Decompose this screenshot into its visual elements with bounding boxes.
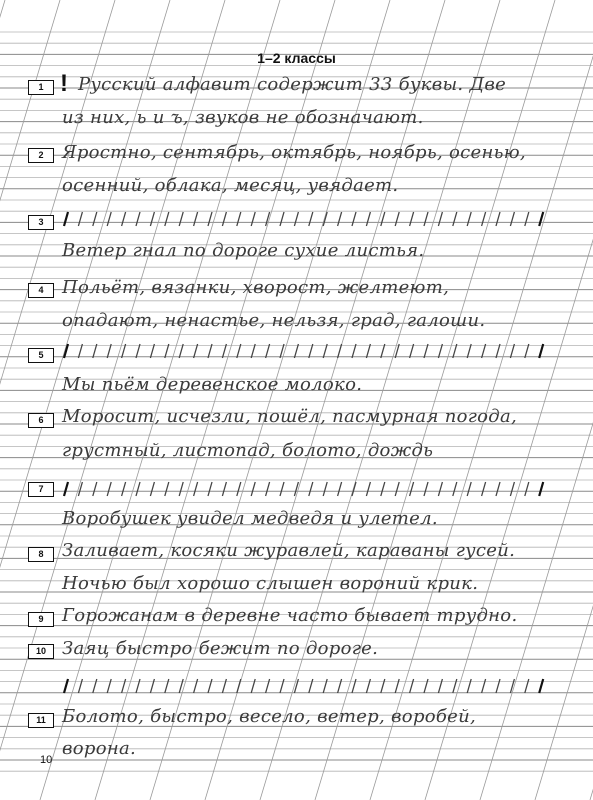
task-number: 5 [28, 348, 54, 363]
task-number: 8 [28, 547, 54, 562]
handwriting-line: Заливает, косяки журавлей, караваны гусей. [62, 540, 516, 561]
task-number: 10 [28, 644, 54, 659]
handwriting-line: Русский алфавит содержит 33 буквы. Две [78, 74, 507, 95]
task-number: 2 [28, 148, 54, 163]
task-number: 6 [28, 413, 54, 428]
handwriting-line: Ночью был хорошо слышен вороний крик. [62, 573, 479, 594]
stress-marks-row [60, 208, 550, 230]
handwriting-line: Польёт, вязанки, хворост, желтеют, [62, 277, 450, 298]
stress-marks-row [60, 675, 550, 697]
task-number: 7 [28, 482, 54, 497]
task-number: 1 [28, 80, 54, 95]
stress-marks-row [60, 478, 550, 500]
handwriting-line: Болото, быстро, весело, ветер, воробей, [62, 706, 477, 727]
handwriting-line: грустный, листопад, болото, дождь [62, 440, 434, 461]
handwriting-line: ворона. [62, 738, 137, 759]
stress-marks-row [60, 340, 550, 362]
handwriting-line: Моросит, исчезли, пошёл, пасмурная погода, [62, 406, 518, 427]
exclamation-icon: ! [60, 70, 68, 97]
handwriting-line: опадают, ненастье, нельзя, град, галоши. [62, 310, 486, 331]
page-number: 10 [40, 754, 53, 766]
task-number: 4 [28, 283, 54, 298]
task-number: 3 [28, 215, 54, 230]
handwriting-line: осенний, облака, месяц, увядает. [62, 175, 399, 196]
handwriting-line: Яростно, сентябрь, октябрь, ноябрь, осенью, [62, 142, 526, 163]
handwriting-line: из них, ь и ъ, звуков не обозначают. [62, 107, 424, 128]
task-number: 11 [28, 713, 54, 728]
handwriting-line: Горожанам в деревне часто бывает трудно. [62, 605, 518, 626]
handwriting-line: Заяц быстро бежит по дороге. [62, 638, 379, 659]
task-number: 9 [28, 612, 54, 627]
handwriting-line: Ветер гнал по дороге сухие листья. [62, 240, 425, 261]
page-title: 1–2 классы [257, 50, 336, 66]
handwriting-line: Воробушек увидел медведя и улетел. [62, 508, 438, 529]
handwriting-line: Мы пьём деревенское молоко. [62, 374, 363, 395]
